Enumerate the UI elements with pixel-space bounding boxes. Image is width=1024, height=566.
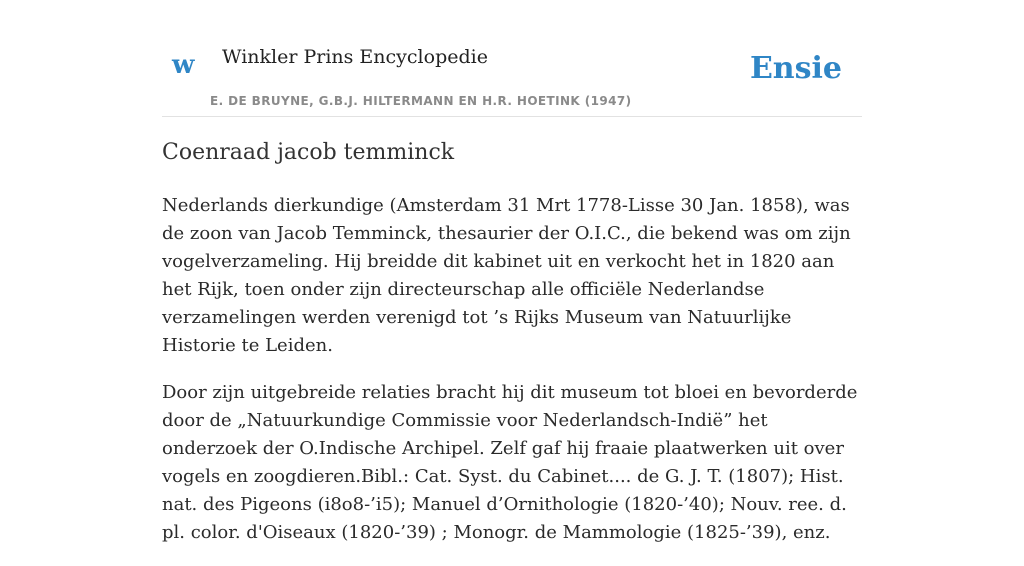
article-paragraph: Door zijn uitgebreide relaties bracht hij dit museum tot bloei en bevorderde door de „Natuurkundige Commissie voor Nederlandsch-Indië” het onderzoek der O.Indische Archipel. Zelf gaf hij fraaie plaatwerken uit over vogels en zoogdieren.Bibl.: Cat. Syst. du Cabinet.... de G. J. T. (1807); Hist. nat. des Pigeons (i8o8-’i5); Manuel d’Ornithologie (1820-’40); Nouv. ree. d. pl. color. d'Oiseaux (1820-’39) ; Monogr. de Mammologie (1825-’39), enz. [162, 382, 858, 543]
publication-authors: E. DE BRUYNE, G.B.J. HILTERMANN EN H.R. HOETINK (1947) [210, 94, 632, 108]
ensie-logo[interactable]: Ensie [749, 51, 842, 86]
publication-title[interactable]: Winkler Prins Encyclopedie [222, 46, 488, 68]
site-header [162, 0, 862, 117]
publication-logo-icon[interactable]: w [172, 50, 195, 80]
page [162, 0, 862, 543]
article-paragraph: Nederlands dierkundige (Amsterdam 31 Mrt 1778-Lisse 30 Jan. 1858), was de zoon van Jacob Temminck, thesaurier der O.I.C., die bekend was om zijn vogelverzameling. Hij breidde dit kabinet uit en verkocht het in 1820 aan het Rijk, toen onder zijn directeurschap alle officiële Nederlandse verzamelingen werden verenigd tot ’s Rijks Museum van Natuurlijke Historie te Leiden. [162, 195, 851, 356]
article-body [162, 192, 862, 566]
article-title: Coenraad jacob temminck [162, 140, 455, 165]
